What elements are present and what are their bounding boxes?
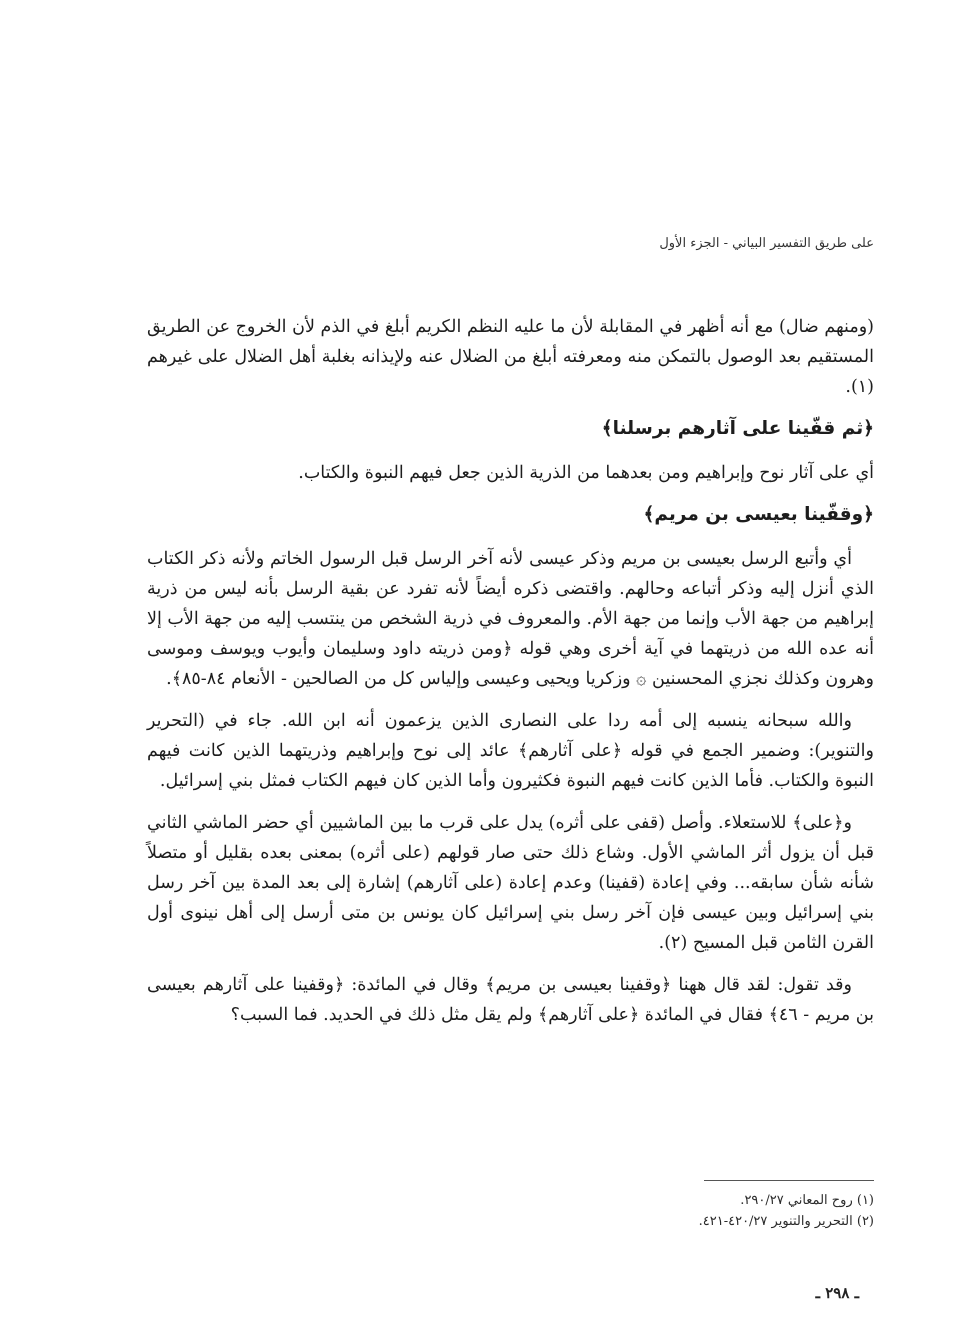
footnotes: [147, 1190, 874, 1232]
paragraph-3: أي وأتبع الرسل بعيسى بن مريم وذكر عيسى لأنه آخر الرسل قبل الرسول الخاتم ولأنه ذكر الكتاب الذي أنزل إليه وذكر أتباعه وحالهم. واقتضى ذكره أيضاً لأنه تفرد عن بقية الرسل بأنه ليس من ذرية إبراهيم من جهة الأب وإنما من جهة الأم. والمعروف في ذرية الشخص من ينتسب إليه من جهة الأب إلا أنه عده الله من ذريتهما في آية أخرى وهي قوله ﴿ومن ذريته داود وسليمان وأيوب ويوسف وموسى وهرون وكذلك نجزي المحسنين ۞ وزكريا ويحيى وعيسى وإلياس كل من الصالحين - الأنعام ٨٤-٨٥﴾.: [147, 549, 874, 689]
paragraph-2: أي على آثار نوح وإبراهيم ومن بعدهما من الذرية الذين جعل فيهم النبوة والكتاب.: [298, 463, 874, 483]
verse-heading-2: ﴿وقفّينا بعيسى بن مريم﴾: [643, 504, 874, 525]
paragraph-6: وقد تقول: لقد قال ههنا ﴿وقفينا بعيسى بن مريم﴾ وقال في المائدة: ﴿وقفينا على آثارهم بعيسى بن مريم - ٤٦﴾ فقال في المائدة ﴿على آثارهم﴾ ولم يقل مثل ذلك في الحديد. فما السبب؟: [147, 975, 874, 1025]
paragraph-1: (ومنهم ضال) مع أنه أظهر في المقابلة لأن ما عليه النظم الكريم أبلغ في الذم لأن الخروج عن الطريق المستقيم بعد الوصول بالتمكن منه ومعرفته أبلغ من الضلال عنه ولإيذانه بغلبة أهل الضلال على غيرهم (١).: [147, 317, 874, 397]
paragraph-4: والله سبحانه ينسبه إلى أمه ردا على النصارى الذين يزعمون أنه ابن الله. جاء في (التحرير والتنوير): وضمير الجمع في قوله ﴿على آثارهم﴾ عائد إلى نوح وإبراهيم وذريتهما الذين كانت فيهم النبوة والكتاب. فأما الذين كانت فيهم النبوة فكثيرون وأما الذين كان فيهم الكتاب فمثل بني إسرائيل.: [147, 711, 874, 791]
footnote-2: (٢) التحرير والتنوير ٤٢٠/٢٧-٤٢١.: [698, 1214, 874, 1229]
verse-heading-1: ﴿ثم قفّينا على آثارهم برسلنا﴾: [601, 418, 874, 439]
body-text: [147, 312, 874, 1042]
paragraph-5: و﴿على﴾ للاستعلاء. وأصل (قفى على أثره) يدل على قرب ما بين الماشيين أي حضر الماشي الثاني قبل أن يزول أثر الماشي الأول. وشاع ذلك حتى صار قولهم (على أثره) بمعنى بعده بقليل أو متصلاً شأنه شأن سابقه... وفي إعادة (قفينا) وعدم إعادة (على آثارهم) إشارة إلى بعد المدة بين آخر رسل بني إسرائيل وبين عيسى فإن آخر رسل بني إسرائيل كان يونس بن متى أرسل إلى أهل نينوى أول القرن الثامن قبل المسيح (٢).: [147, 813, 874, 953]
footnote-1: (١) روح المعاني ٢٩٠/٢٧.: [740, 1193, 874, 1208]
footnote-divider: [704, 1180, 874, 1181]
running-header: على طريق التفسير البياني - الجزء الأول: [659, 236, 874, 251]
page-number: ـ ٢٩٨ ـ: [815, 1284, 859, 1302]
